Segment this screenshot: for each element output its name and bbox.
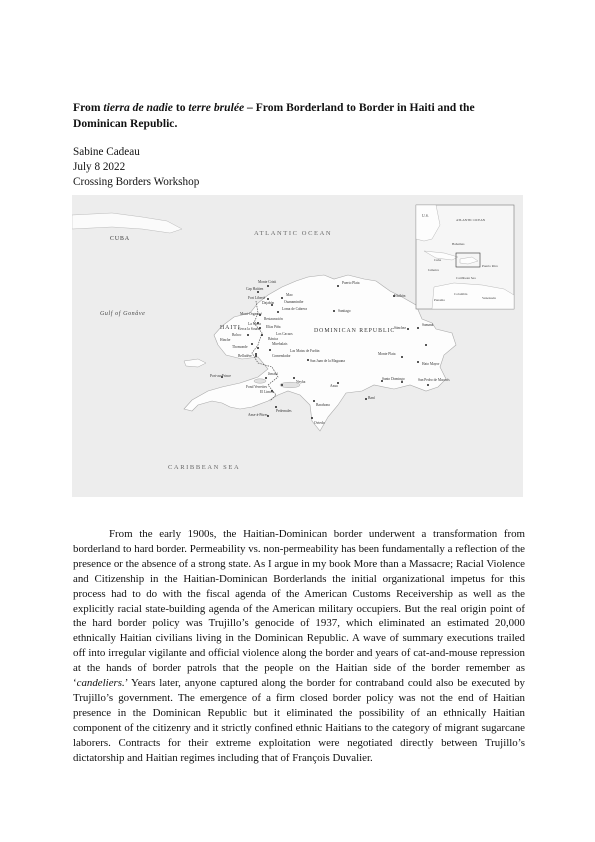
body-italic-term: candeliers. [76,677,125,690]
label-santiago: Santiago [338,309,351,313]
label-fond-verrettes: Fond Verrettes [246,385,267,389]
label-san-pedro: San Pedro de Macorís [418,378,450,382]
label-loma-cabrera: Loma de Cabrera [282,307,307,311]
label-mont-organise: Mont-Organisé [240,312,262,316]
title-prefix: From [73,101,104,114]
label-banica: Bánica [268,337,278,341]
body-part-1: From the early 1900s, the Haitian-Dominican border underwent a transformation from borderland to hard border. Permeability vs. non-permeability has been fundamentally a reflection of the presence or the absence of a strong state. As I argue in my book More than a Massacre; Racial Violence and Citizenship in the Haitian-Dominican Borderlands the initial organizational impetus for this process had to do with the fiscal agenda of the American Customs Receivership as well as the explicitly racial state-building agenda of the American military occupiers. But the real origin point of the hard border policy was Trujillo’s genocide of 1937, which eliminated an estimated 20,000 ethnically Haitian civilians living in the Dominican Republic. A wave of summary executions trailed off into irregular vigilante and official violence along the border and years of cat-and-mouse repression at the hands of border patrols that the people on the Haitian side of the border remember as ‘ [73,528,525,690]
paper-date: July 8 2022 [73,161,126,173]
inset-label-venezuela: Venezuela [482,296,496,300]
label-la-moca: La Moca [248,322,261,326]
label-monte-plata: Monte Plata [378,352,396,356]
label-azua: Azua [330,384,338,388]
label-belladere: Belladère [238,354,252,358]
label-los-cacaos: Los Cacaos [276,332,293,336]
label-santo-domingo: Santo Domingo [382,377,405,381]
label-elias-pina: Elías Piña [266,325,281,329]
label-thomonde: Thomonde [232,345,248,349]
title-italic-1: tierra de nadie [103,101,173,114]
label-mao: Mao [286,293,293,297]
paper-meta [73,145,199,190]
inset-label-puerto-rico: Puerto Rico [482,264,499,268]
label-port-au-prince: Port-au-Prince [210,374,231,378]
label-jimani: Jimaní [268,372,278,376]
label-caribbean: CARIBBEAN SEA [168,464,241,471]
title-italic-2: terre brulée [188,101,245,114]
label-atlantic: ATLANTIC OCEAN [254,230,333,237]
label-bohoc: Bohoc [232,333,242,337]
hispaniola-map [72,195,523,497]
label-cerca-la-source: Cerca la Source [238,327,261,331]
label-cuba: CUBA [110,236,131,242]
label-oviedo: Oviedo [314,421,325,425]
label-bani: Baní [368,396,375,400]
body-part-2: ’ Years later, anyone captured along the border for contraband could also be executed by Trujillo’s government. The emergence of a firm closed border policy was not the end of Haitian presence in the Dominican Republic but it eliminated the possibility of an ethnically Haitian component of the citizenry and it strictly confined ethnic Haitians to the category of migrant sugarcane laborers. Contracts for their extreme exploitation were negotiated directly between Trujillo’s dictatorship and Haitian regimes including that of François Duvalier. [73,677,525,764]
title-middle: to [172,101,189,114]
label-san-juan: San Juan de la Maguana [310,359,345,363]
label-cap-haitien: Cap Haïtien [246,287,264,291]
inset-label-colombia: Colombia [454,292,468,296]
inset-label-us: U.S. [422,214,429,218]
label-sanchez: Sánchez [394,326,406,330]
body-paragraph [73,527,525,766]
inset-label-panama: Panama [434,298,445,302]
label-haiti: HAITI [220,325,241,331]
lake-azuei [254,379,266,383]
label-neyba: Neyba [296,380,306,384]
label-mirebalais: Mirebalais [272,342,288,346]
label-gonave: Gulf of Gonâve [100,311,146,317]
label-dajabon: Dajabón [262,301,275,305]
label-nisibon: Nisibón [394,294,406,298]
label-monte-cristi: Monte Cristi [258,280,277,284]
label-pedernales: Pedernales [276,409,292,413]
event-name: Crossing Borders Workshop [73,176,200,188]
inset-label-jamaica: Jamaica [428,268,439,272]
label-fort-liberte: Fort Liberté [248,296,266,300]
label-hato-mayor: Hato Mayor [422,362,440,366]
label-el-limon: El Limón [260,390,274,394]
label-comendador: Comendador [272,354,291,358]
label-restauracion: Restauración [264,317,283,321]
label-puerto-plata: Puerto Plata [342,281,360,285]
label-anse-a-pitres: Anse-à-Pitres [248,413,268,417]
inset-label-caribbean: Caribbean Sea [456,276,476,280]
inset-label-cuba: Cuba [434,258,442,262]
label-ouanaminthe: Ouanaminthe [284,300,304,304]
label-dr: DOMINICAN REPUBLIC [314,328,396,334]
inset-label-atlantic: ATLANTIC OCEAN [456,218,486,222]
paper-title [73,100,523,132]
title-suffix: – From Borderland to Border in Haiti and the Dominican Republic. [73,101,475,130]
label-samana: Samaná [422,323,434,327]
label-las-matas: Las Matas de Farfán [290,349,320,353]
label-barahona: Barahona [316,403,330,407]
label-hinche: Hinche [220,338,231,342]
author-name: Sabine Cadeau [73,146,140,158]
inset-label-bahamas: Bahamas [452,242,465,246]
